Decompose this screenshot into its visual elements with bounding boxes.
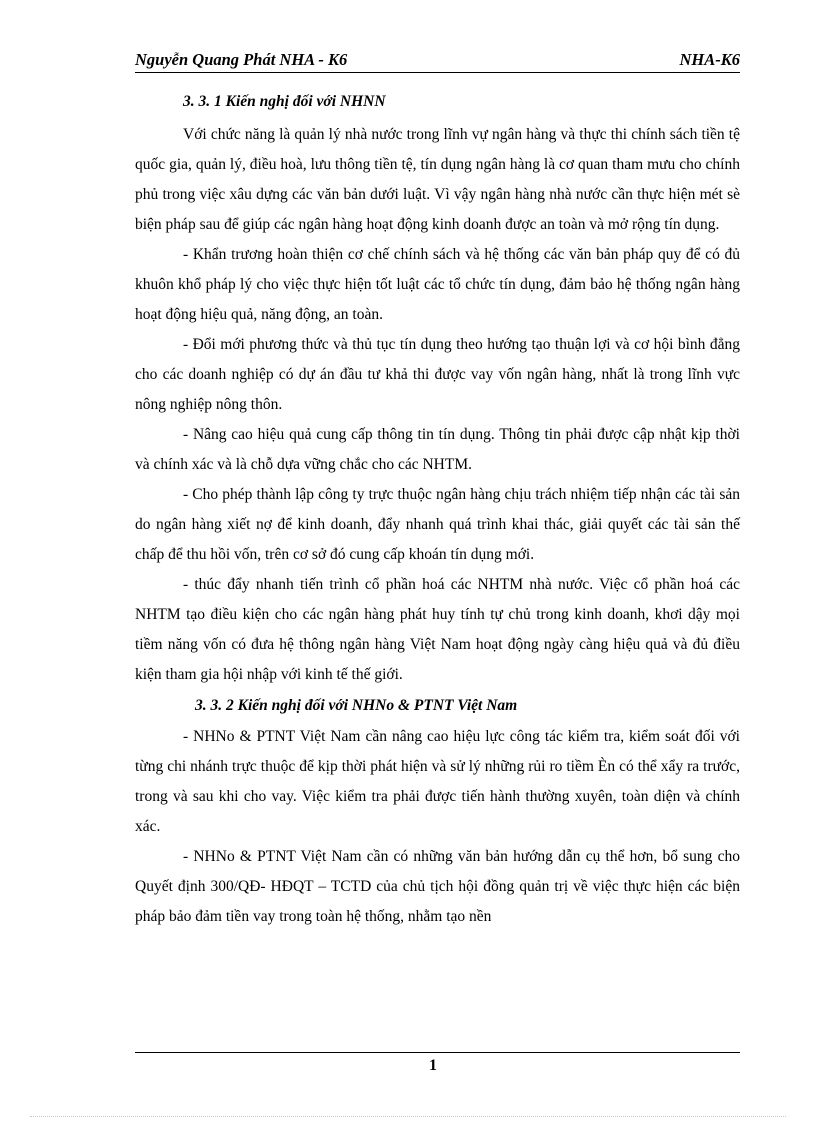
page-number: 1 — [429, 1057, 437, 1074]
paragraph: - thúc đẩy nhanh tiến trình cổ phần hoá các NHTM nhà nước. Việc cổ phần hoá các NHTM tạo điều kiện cho các ngân hàng phát huy tính tự chủ trong kinh doanh, khơi dậy mọi tiềm năng vốn có đưa hệ thông ngân hàng Việt Nam hoạt động ngày càng hiệu quả và đủ điều kiện tham gia hội nhập với kinh tế thế giới. — [135, 576, 740, 683]
paragraph: - Đổi mới phương thức và thủ tục tín dụng theo hướng tạo thuận lợi và cơ hội bình đẳng cho các doanh nghiệp có dự án đầu tư khả thi được vay vốn ngân hàng, nhất là trong lĩnh vực nông nghiệp nông thôn. — [135, 336, 740, 413]
paragraph: - Nâng cao hiệu quả cung cấp thông tin tín dụng. Thông tin phải được cập nhật kịp thời và chính xác và là chỗ dựa vững chắc cho các NHTM. — [135, 426, 740, 473]
header-author: Nguyễn Quang Phát NHA - K6 — [135, 50, 348, 69]
section-heading-3-3-2: 3. 3. 2 Kiến nghị đối với NHNo & PTNT Việt Nam — [195, 697, 518, 714]
paragraph: - NHNo & PTNT Việt Nam cần có những văn bản hướng dẫn cụ thể hơn, bổ sung cho Quyết định 300/QĐ- HĐQT – TCTD của chủ tịch hội đồng quản trị về việc thực hiện các biện pháp bảo đảm tiền vay trong toàn hệ thống, nhằm tạo nền — [135, 848, 740, 925]
paragraph: - Khẩn trương hoàn thiện cơ chế chính sách và hệ thống các văn bản pháp quy để có đủ khuôn khổ pháp lý cho việc thực hiện tốt luật các tổ chức tín dụng, đảm bảo hệ thống ngân hàng hoạt động hiệu quả, năng động, an toàn. — [135, 246, 740, 323]
paragraph: - Cho phép thành lập công ty trực thuộc ngân hàng chịu trách nhiệm tiếp nhận các tài sản do ngân hàng xiết nợ để kinh doanh, đẩy nhanh quá trình khai thác, giải quyết các tài sản thế chấp để thu hồi vốn, trên cơ sở đó cung cấp khoán tín dụng mới. — [135, 486, 740, 563]
paragraph: Với chức năng là quản lý nhà nước trong lĩnh vự ngân hàng và thực thi chính sách tiền tệ quốc gia, quản lý, điều hoà, lưu thông tiền tệ, tín dụng ngân hàng là cơ quan tham mưu cho chính phủ trong việc xâu dựng các văn bản dưới luật. Vì vậy ngân hàng nhà nước cần thực hiện mét sè biện pháp sau để giúp các ngân hàng hoạt động kinh doanh được an toàn và mở rộng tín dụng. — [135, 126, 740, 233]
document-body — [135, 92, 740, 932]
header-class: NHA-K6 — [679, 50, 740, 69]
footer-divider — [135, 1052, 740, 1053]
paragraph: - NHNo & PTNT Việt Nam cần nâng cao hiệu lực công tác kiểm tra, kiểm soát đối với từng chi nhánh trực thuộc để kịp thời phát hiện và sử lý những rủi ro tiềm Èn có thể xẩy ra trước, trong và sau khi cho vay. Việc kiểm tra phải được tiến hành thường xuyên, toàn diện và chính xác. — [135, 728, 740, 835]
section-heading-3-3-1: 3. 3. 1 Kiến nghị đối với NHNN — [183, 93, 386, 110]
page-edge-divider — [30, 1116, 786, 1117]
page-header — [135, 50, 740, 73]
